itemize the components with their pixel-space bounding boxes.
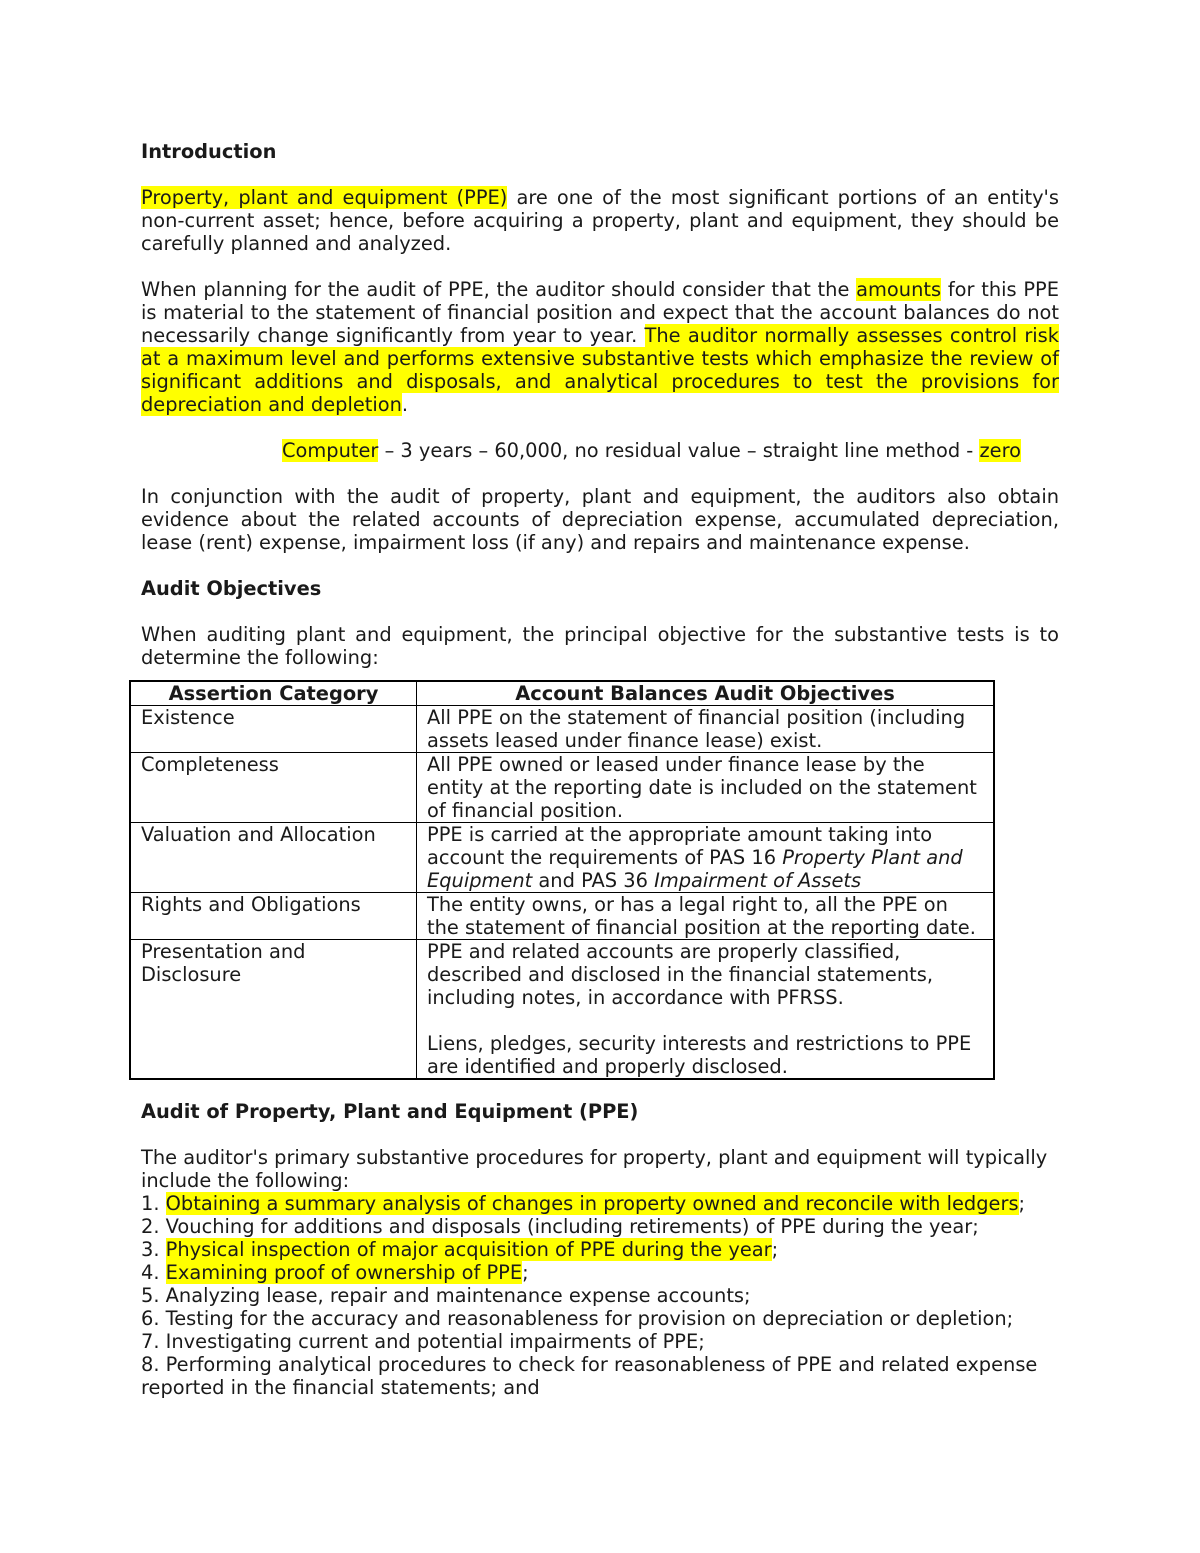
table-header-assertion: Assertion Category bbox=[130, 681, 417, 706]
intro-p2-text-a: When planning for the audit of PPE, the auditor should consider that the bbox=[141, 278, 857, 301]
table-cell-objective bbox=[417, 823, 995, 893]
table-row bbox=[130, 893, 994, 940]
list-number: 3. bbox=[141, 1238, 166, 1261]
objective-text-a: PPE is carried at the appropriate amount taking into account the requirements of PAS 16 bbox=[427, 823, 933, 869]
intro-paragraph-1 bbox=[141, 186, 1059, 255]
list-item bbox=[141, 1238, 1059, 1261]
intro-paragraph-3: In conjunction with the audit of property, plant and equipment, the auditors also obtain evidence about the related accounts of depreciation expense, accumulated depreciation, lease (rent) expense, impairment loss (if any) and repairs and maintenance expense. bbox=[141, 485, 1059, 554]
computer-note-text: – 3 years – 60,000, no residual value – straight line method - bbox=[378, 439, 980, 462]
list-number: 8. bbox=[141, 1353, 166, 1376]
list-item bbox=[141, 1261, 1059, 1284]
highlight-computer: Computer bbox=[282, 439, 379, 462]
audit-ppe-heading: Audit of Property, Plant and Equipment (PPE) bbox=[141, 1100, 639, 1123]
list-number: 2. bbox=[141, 1215, 166, 1238]
intro-p2-text-b: for this PPE is material to the statement of financial position and expect that the account balances do not necessarily change significantly from year to year. bbox=[141, 278, 1059, 347]
list-item bbox=[141, 1192, 1059, 1215]
list-text: ; bbox=[522, 1261, 529, 1284]
list-item bbox=[141, 1353, 1059, 1399]
table-cell-category: Completeness bbox=[130, 753, 417, 823]
table-cell-category: Presentation and Disclosure bbox=[130, 940, 417, 1080]
list-item bbox=[141, 1284, 1059, 1307]
highlight-control-risk: The auditor normally assesses control risk at a maximum level and performs extensive substantive tests which emphasize the review of significant additions and disposals, and analytical procedures to test the provisions for depreciation and depletion bbox=[141, 324, 1060, 416]
table-row bbox=[130, 940, 994, 1080]
list-item bbox=[141, 1330, 1059, 1353]
objective-text-1: PPE and related accounts are properly classified, described and disclosed in the financial statements, including notes, in accordance with PFRSS. bbox=[427, 940, 934, 1009]
document-page bbox=[141, 140, 1059, 1399]
objective-italic-pas16: Property Plant and Equipment bbox=[427, 846, 963, 892]
table-row bbox=[130, 823, 994, 893]
list-item bbox=[141, 1307, 1059, 1330]
procedures-list bbox=[141, 1192, 1059, 1399]
audit-ppe-paragraph: The auditor's primary substantive procedures for property, plant and equipment will typically include the following: bbox=[141, 1146, 1048, 1192]
table-cell-objective: All PPE owned or leased under finance lease by the entity at the reporting date is included on the statement of financial position. bbox=[417, 753, 995, 823]
list-text: Testing for the accuracy and reasonableness for provision on depreciation or depletion; bbox=[165, 1307, 1014, 1330]
highlight-zero: zero bbox=[979, 439, 1021, 462]
table-row bbox=[130, 753, 994, 823]
list-highlight: Examining proof of ownership of PPE bbox=[165, 1261, 523, 1284]
intro-p2-end: . bbox=[401, 393, 409, 416]
highlight-ppe: Property, plant and equipment (PPE) bbox=[141, 186, 508, 209]
highlight-amounts: amounts bbox=[856, 278, 942, 301]
intro-heading: Introduction bbox=[141, 140, 277, 163]
table-row bbox=[130, 706, 994, 753]
objective-italic-pas36: Impairment of Assets bbox=[654, 869, 862, 892]
table-cell-category: Rights and Obligations bbox=[130, 893, 417, 940]
list-number: 7. bbox=[141, 1330, 166, 1353]
table-header-row bbox=[130, 681, 994, 706]
table-cell-objective: The entity owns, or has a legal right to, all the PPE on the statement of financial position at the reporting date. bbox=[417, 893, 995, 940]
table-cell-category: Existence bbox=[130, 706, 417, 753]
objectives-table bbox=[129, 680, 995, 1080]
table-cell-objective bbox=[417, 940, 995, 1080]
list-item bbox=[141, 1215, 1059, 1238]
objective-text-b: and PAS 36 bbox=[532, 869, 655, 892]
list-text: Vouching for additions and disposals (including retirements) of PPE during the year; bbox=[165, 1215, 979, 1238]
computer-note bbox=[141, 439, 1059, 462]
intro-p1-text: are one of the most significant portions of an entity's non-current asset; hence, before acquiring a property, plant and equipment, they should be carefully planned and analyzed. bbox=[141, 186, 1059, 255]
list-text: ; bbox=[1018, 1192, 1026, 1215]
objectives-heading: Audit Objectives bbox=[141, 577, 322, 600]
list-number: 6. bbox=[141, 1307, 166, 1330]
table-header-objectives: Account Balances Audit Objectives bbox=[417, 681, 995, 706]
list-highlight: Physical inspection of major acquisition of PPE during the year bbox=[165, 1238, 772, 1261]
list-text: Investigating current and potential impairments of PPE; bbox=[165, 1330, 705, 1353]
table-cell-objective: All PPE on the statement of financial position (including assets leased under finance lease) exist. bbox=[417, 706, 995, 753]
list-text: ; bbox=[771, 1238, 779, 1261]
intro-paragraph-2 bbox=[141, 278, 1059, 416]
list-number: 4. bbox=[141, 1261, 166, 1284]
list-text: Analyzing lease, repair and maintenance expense accounts; bbox=[165, 1284, 751, 1307]
list-number: 5. bbox=[141, 1284, 166, 1307]
list-highlight: Obtaining a summary analysis of changes in property owned and reconcile with ledgers bbox=[165, 1192, 1019, 1215]
objective-text-2: Liens, pledges, security interests and restrictions to PPE are identified and properly disclosed. bbox=[427, 1032, 972, 1078]
list-number: 1. bbox=[141, 1192, 166, 1215]
objectives-table-wrap bbox=[141, 680, 1059, 1100]
list-text: Performing analytical procedures to check for reasonableness of PPE and related expense reported in the financial statements; and bbox=[141, 1353, 1038, 1399]
table-cell-category: Valuation and Allocation bbox=[130, 823, 417, 893]
objectives-paragraph: When auditing plant and equipment, the principal objective for the substantive tests is to determine the following: bbox=[141, 623, 1059, 669]
